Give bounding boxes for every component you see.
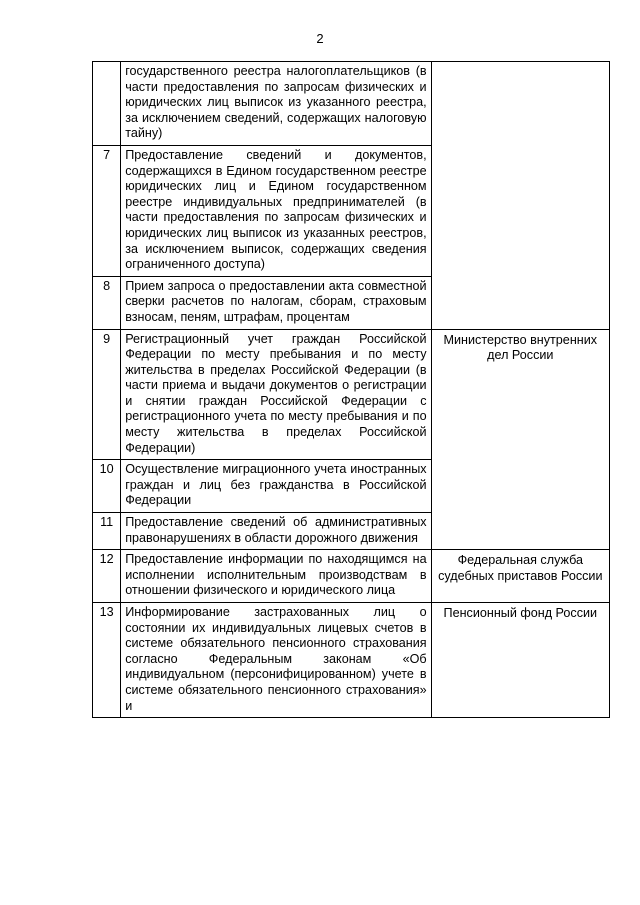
row-number: 9 bbox=[93, 329, 121, 460]
service-description: Осуществление миграционного учета иностранных граждан и лиц без гражданства в Российской Федерации bbox=[121, 460, 431, 513]
row-number: 13 bbox=[93, 603, 121, 718]
table-row bbox=[93, 62, 610, 146]
row-number: 7 bbox=[93, 145, 121, 276]
service-description: Регистрационный учет граждан Российской Федерации по месту пребывания и по месту жительства в пределах Российской Федерации (в части приема и выдачи документов о регистрации и снятии граждан Российской Федерации с регистрационного учета по месту пребывания и по месту жительства в пределах Российской Федерации) bbox=[121, 329, 431, 460]
organization-cell: Федеральная служба судебных приставов России bbox=[431, 550, 609, 603]
table-row bbox=[93, 329, 610, 460]
service-description: Прием запроса о предоставлении акта совместной сверки расчетов по налогам, сборам, страховым взносам, пеням, штрафам, процентам bbox=[121, 276, 431, 329]
organization-cell: Пенсионный фонд России bbox=[431, 603, 609, 718]
service-description: Информирование застрахованных лиц о состоянии их индивидуальных лицевых счетов в системе обязательного пенсионного страхования согласно Федеральным законам «Об индивидуальном (персонифицированном) учете в системе обязательного пенсионного страхования» и bbox=[121, 603, 431, 718]
service-description: Предоставление сведений об административных правонарушениях в области дорожного движения bbox=[121, 513, 431, 550]
row-number: 12 bbox=[93, 550, 121, 603]
table-row bbox=[93, 550, 610, 603]
page-number: 2 bbox=[316, 31, 324, 46]
organization-cell bbox=[431, 62, 609, 330]
service-description: Предоставление информации по находящимся на исполнении исполнительным производствам в отношении физического и юридического лица bbox=[121, 550, 431, 603]
row-number: 8 bbox=[93, 276, 121, 329]
service-description: Предоставление сведений и документов, содержащихся в Едином государственном реестре юридических лиц и Едином государственном реестре индивидуальных предпринимателей (в части предоставления по запросам физических и юридических лиц выписок из указанных реестров, за исключением выписок, содержащих сведения ограниченного доступа) bbox=[121, 145, 431, 276]
table-row bbox=[93, 603, 610, 718]
row-number bbox=[93, 62, 121, 146]
organization-cell: Министерство внутренних дел России bbox=[431, 329, 609, 550]
row-number: 10 bbox=[93, 460, 121, 513]
service-description: государственного реестра налогоплательщиков (в части предоставления по запросам физических и юридических лиц выписок из указанного реестра, за исключением сведений, содержащих налоговую тайну) bbox=[121, 62, 431, 146]
services-table bbox=[92, 61, 610, 718]
row-number: 11 bbox=[93, 513, 121, 550]
